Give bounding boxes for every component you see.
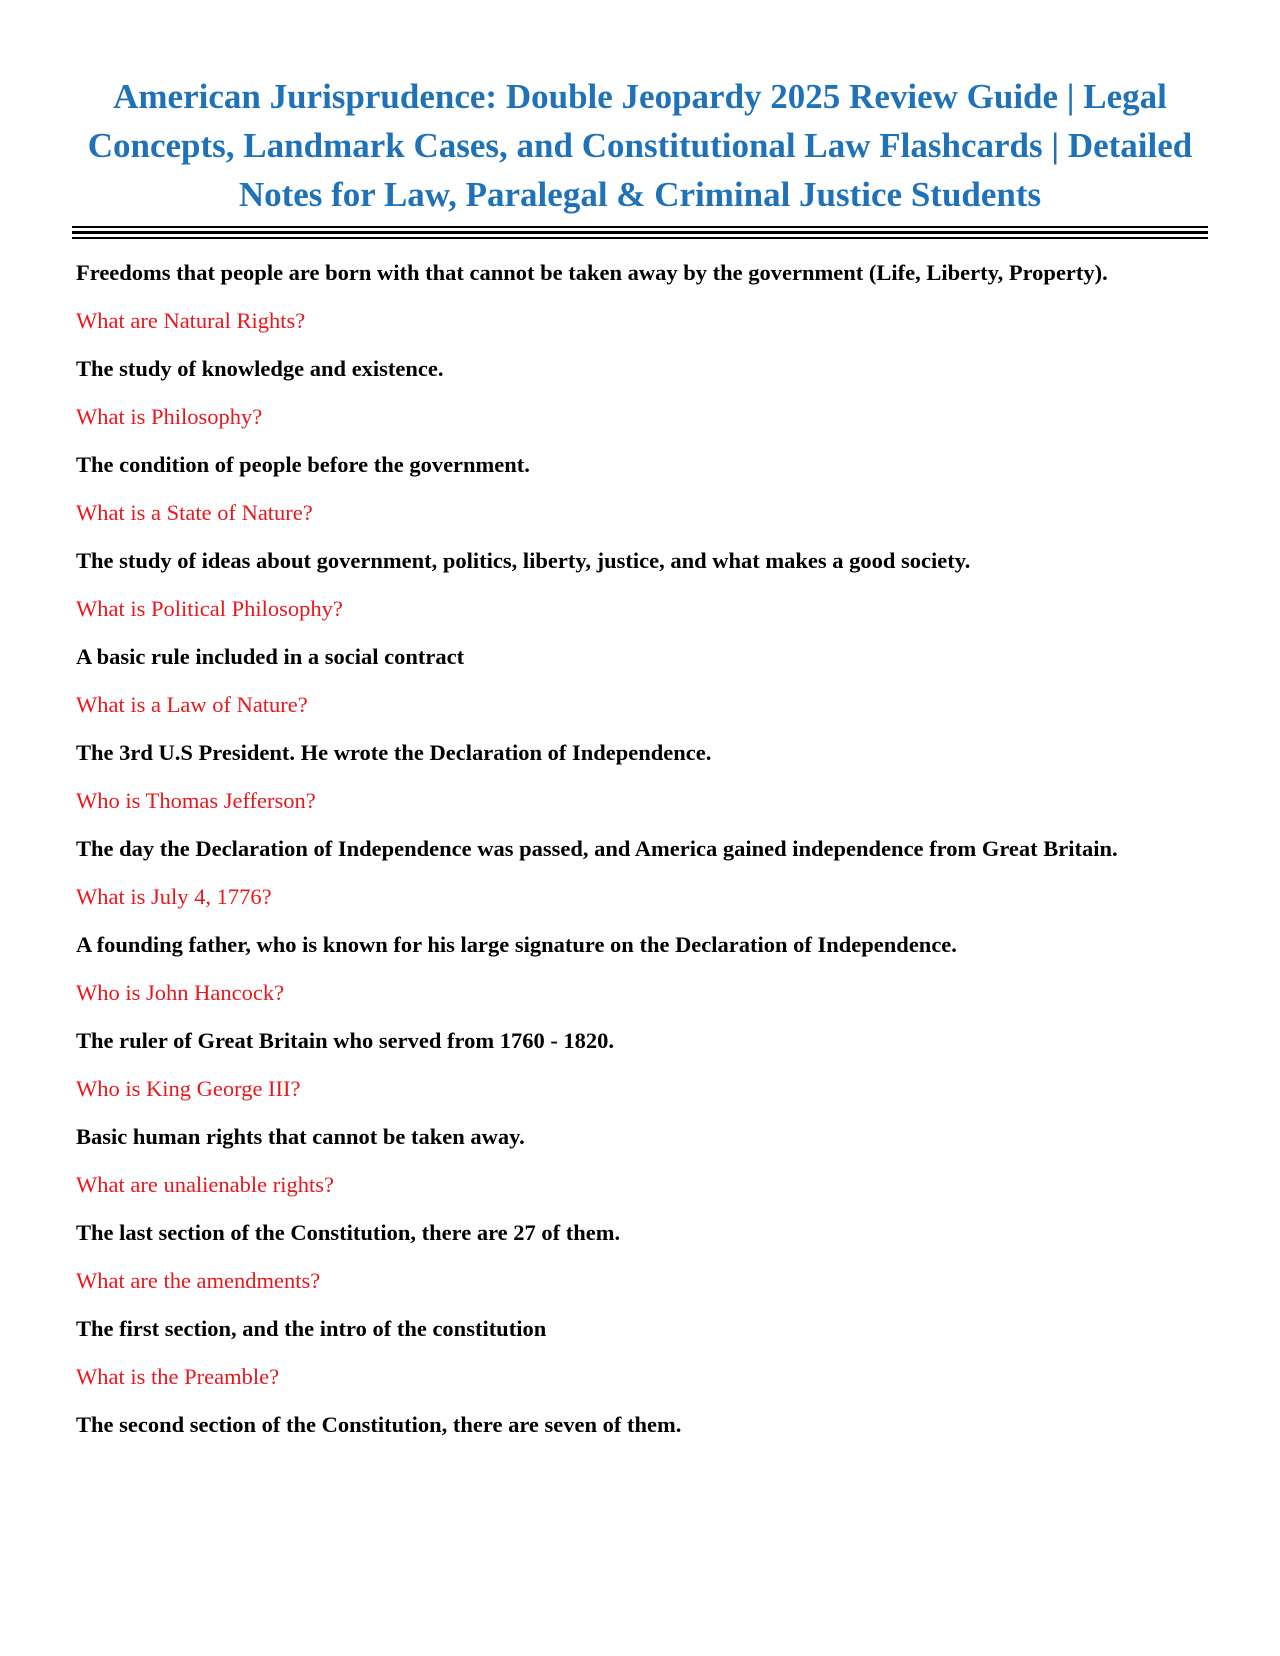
flashcard-definition: A founding father, who is known for his large signature on the Declaration of Independence. bbox=[76, 932, 957, 957]
flashcard-answer: What are unalienable rights? bbox=[76, 1172, 335, 1197]
flashcard bbox=[76, 1120, 1166, 1201]
flashcard-definition: The 3rd U.S President. He wrote the Declaration of Independence. bbox=[76, 740, 712, 765]
flashcard bbox=[76, 928, 1166, 1009]
flashcard bbox=[76, 448, 1166, 529]
flashcard bbox=[76, 1312, 1166, 1393]
flashcard-answer: What is the Preamble? bbox=[76, 1364, 280, 1389]
flashcard bbox=[76, 640, 1166, 721]
flashcard bbox=[76, 736, 1166, 817]
flashcard-definition: The condition of people before the government. bbox=[76, 452, 530, 477]
flashcard-definition: The day the Declaration of Independence was passed, and America gained independence from Great Britain. bbox=[76, 836, 1118, 861]
flashcard bbox=[76, 544, 1166, 625]
flashcard-list bbox=[76, 256, 1166, 1456]
flashcard-answer: What is a State of Nature? bbox=[76, 500, 313, 525]
flashcard-answer: Who is John Hancock? bbox=[76, 980, 285, 1005]
flashcard-definition: The ruler of Great Britain who served from 1760 - 1820. bbox=[76, 1028, 615, 1053]
flashcard bbox=[76, 1408, 1166, 1441]
flashcard-answer: What is a Law of Nature? bbox=[76, 692, 308, 717]
flashcard-answer: What are Natural Rights? bbox=[76, 308, 306, 333]
flashcard-definition: Basic human rights that cannot be taken away. bbox=[76, 1124, 525, 1149]
flashcard-answer: What is Philosophy? bbox=[76, 404, 263, 429]
flashcard-answer: What is Political Philosophy? bbox=[76, 596, 343, 621]
flashcard-answer: Who is King George III? bbox=[76, 1076, 301, 1101]
flashcard-definition: The study of ideas about government, politics, liberty, justice, and what makes a good society. bbox=[76, 548, 971, 573]
divider-line-middle bbox=[72, 231, 1208, 234]
divider-line-bottom bbox=[72, 237, 1208, 239]
flashcard-definition: Freedoms that people are born with that cannot be taken away by the government (Life, Liberty, Property). bbox=[76, 260, 1108, 285]
flashcard bbox=[76, 1024, 1166, 1105]
document-title: American Jurisprudence: Double Jeopardy 2025 Review Guide | Legal Concepts, Landmark Cases, and Constitutional Law Flashcards | Detailed Notes for Law, Paralegal & Criminal Justice Students bbox=[87, 77, 1193, 214]
flashcard-definition: A basic rule included in a social contract bbox=[76, 644, 465, 669]
flashcard bbox=[76, 256, 1166, 337]
flashcard bbox=[76, 832, 1166, 913]
flashcard-answer: What are the amendments? bbox=[76, 1268, 321, 1293]
flashcard-definition: The second section of the Constitution, there are seven of them. bbox=[76, 1412, 682, 1437]
flashcard-answer: What is July 4, 1776? bbox=[76, 884, 272, 909]
flashcard-definition: The first section, and the intro of the constitution bbox=[76, 1316, 547, 1341]
flashcard bbox=[76, 1216, 1166, 1297]
flashcard-definition: The last section of the Constitution, there are 27 of them. bbox=[76, 1220, 621, 1245]
divider-line-top bbox=[72, 226, 1208, 228]
flashcard bbox=[76, 352, 1166, 433]
flashcard-definition: The study of knowledge and existence. bbox=[76, 356, 444, 381]
title-divider bbox=[72, 226, 1208, 239]
flashcard-answer: Who is Thomas Jefferson? bbox=[76, 788, 316, 813]
